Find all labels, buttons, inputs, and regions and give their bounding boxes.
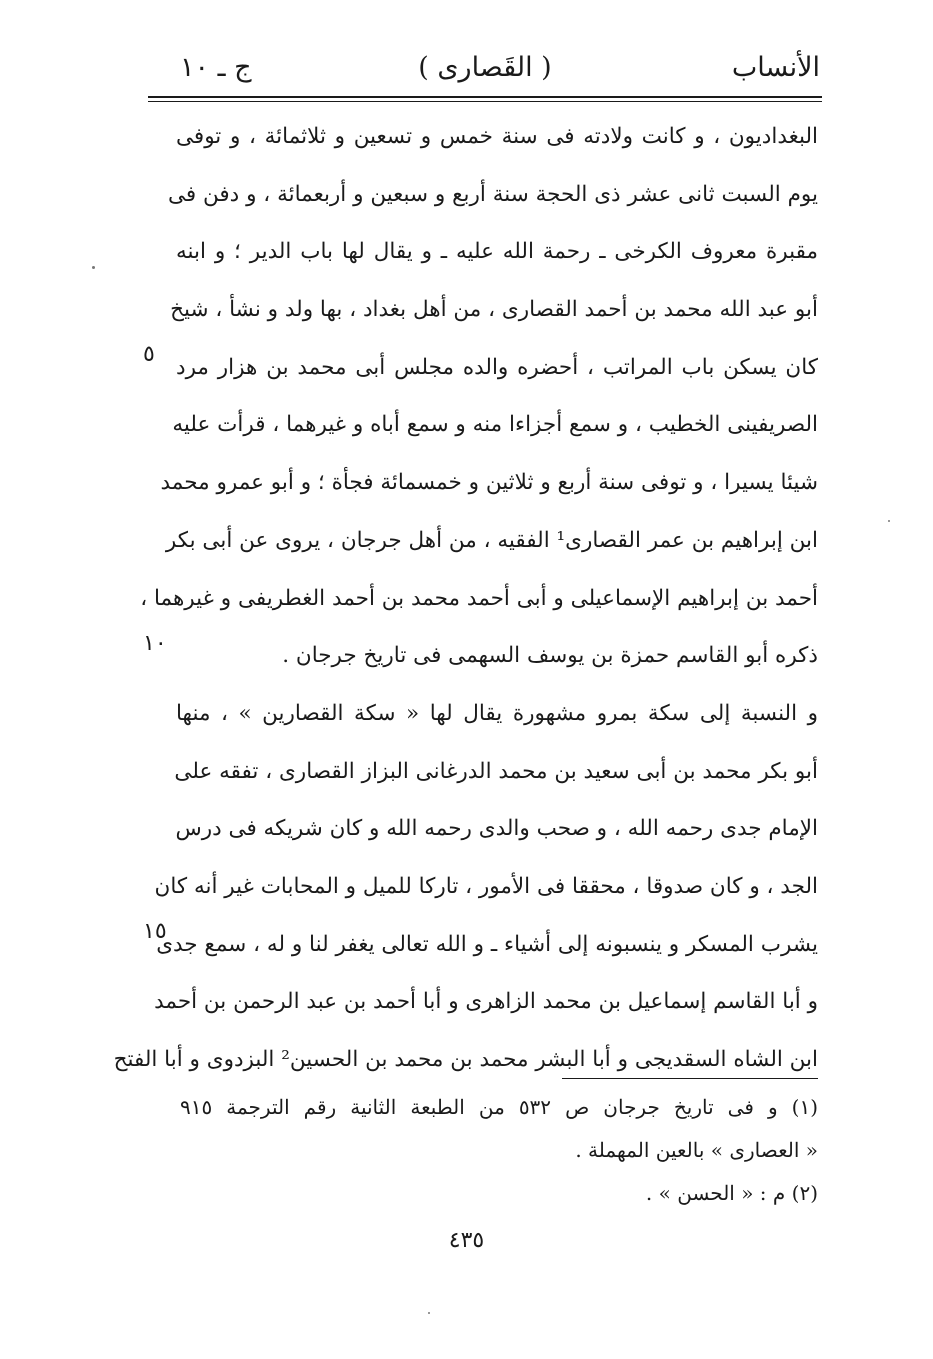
text-line: ابن إبراهيم بن عمر القصارى¹ الفقيه ، من أهل جرجان ، يروى عن أبى بكر <box>165 527 818 553</box>
entry-title: ( القَصارى ) <box>418 52 552 83</box>
text-line: كان يسكن باب المراتب ، أحضره والده مجلس أبى محمد بن هزار مرد <box>176 354 818 380</box>
paper-speck <box>92 266 95 269</box>
text-line: أبو عبد الله محمد بن أحمد القصارى ، من أهل بغداد ، بها ولد و نشأ ، شيخ <box>170 297 818 323</box>
text-line: و أبا القاسم إسماعيل بن محمد الزاهرى و أبا أحمد بن عبد الرحمن بن أحمد <box>154 989 818 1015</box>
text-line: شيئا يسيرا ، و توفى سنة أربع و ثلاثين و خمسمائة فجأة ؛ و أبو عمرو محمد <box>160 470 818 496</box>
line-number-10: ١٠ <box>143 631 167 656</box>
text-line: ذكره أبو القاسم حمزة بن يوسف السهمى فى تاريخ جرجان . <box>282 643 818 669</box>
text-line: مقبرة معروف الكرخى ـ رحمة الله عليه ـ و يقال لها باب الدير ؛ و ابنه <box>176 239 818 265</box>
page-number: ٤٣٥ <box>448 1228 485 1253</box>
header-rule-thin <box>148 101 822 102</box>
text-line: أحمد بن إبراهيم الإسماعيلى و أبى أحمد محمد بن أحمد الغطريفى و غيرهما ، <box>140 585 818 611</box>
paper-speck <box>888 520 890 522</box>
line-number-5: ٥ <box>143 342 155 367</box>
text-line: الإمام جدى رحمه الله ، و صحب والدى رحمه الله و كان شريكه فى درس <box>175 816 818 842</box>
footnote-2: (٢) م : « الحسن » . <box>645 1181 818 1205</box>
text-line: أبو بكر محمد بن أبى سعيد بن محمد الدرغانى البزاز القصارى ، تفقه على <box>174 758 818 784</box>
text-line: و النسبة إلى سكة بمرو مشهورة يقال لها « سكة القصارين » ، منها <box>176 700 818 726</box>
running-header <box>150 44 820 92</box>
volume-label: ج ـ ١٠ <box>180 52 252 83</box>
paper-speck <box>428 1312 430 1314</box>
text-line: الجد ، و كان صدوقا ، محققا فى الأمور ، تاركا للميل و المحابات غير أنه كان <box>154 873 818 899</box>
footnote-rule <box>562 1078 818 1079</box>
text-line: يشرب المسكر و ينسبونه إلى أشياء ـ و الله تعالى يغفر لنا و له ، سمع جدى <box>156 931 818 957</box>
text-line: ابن الشاه السقديجى و أبا البشر محمد بن محمد بن الحسين² البزدوى و أبا الفتح <box>113 1047 818 1072</box>
text-line: يوم السبت ثانى عشر ذى الحجة سنة أربع و سبعين و أربعمائة ، و دفن فى <box>168 181 818 207</box>
footnote-1-continued: « العصارى » بالعين المهملة . <box>575 1138 818 1162</box>
text-line: البغداديون ، و كانت ولادته فى سنة خمس و تسعين و ثلاثمائة ، و توفى <box>176 124 818 149</box>
line-number-15: ١٥ <box>143 919 167 944</box>
book-title: الأنساب <box>731 52 820 83</box>
text-line: الصريفينى الخطيب ، و سمع أجزاءا منه و سمع أباه و غيرهما ، قرأت عليه <box>172 412 818 438</box>
header-rule-thick <box>148 96 822 98</box>
footnote-1: (١) و فى تاريخ جرجان ص ٥٣٢ من الطبعة الثانية رقم الترجمة ٩١٥ <box>180 1095 818 1119</box>
footnotes <box>180 1086 818 1215</box>
